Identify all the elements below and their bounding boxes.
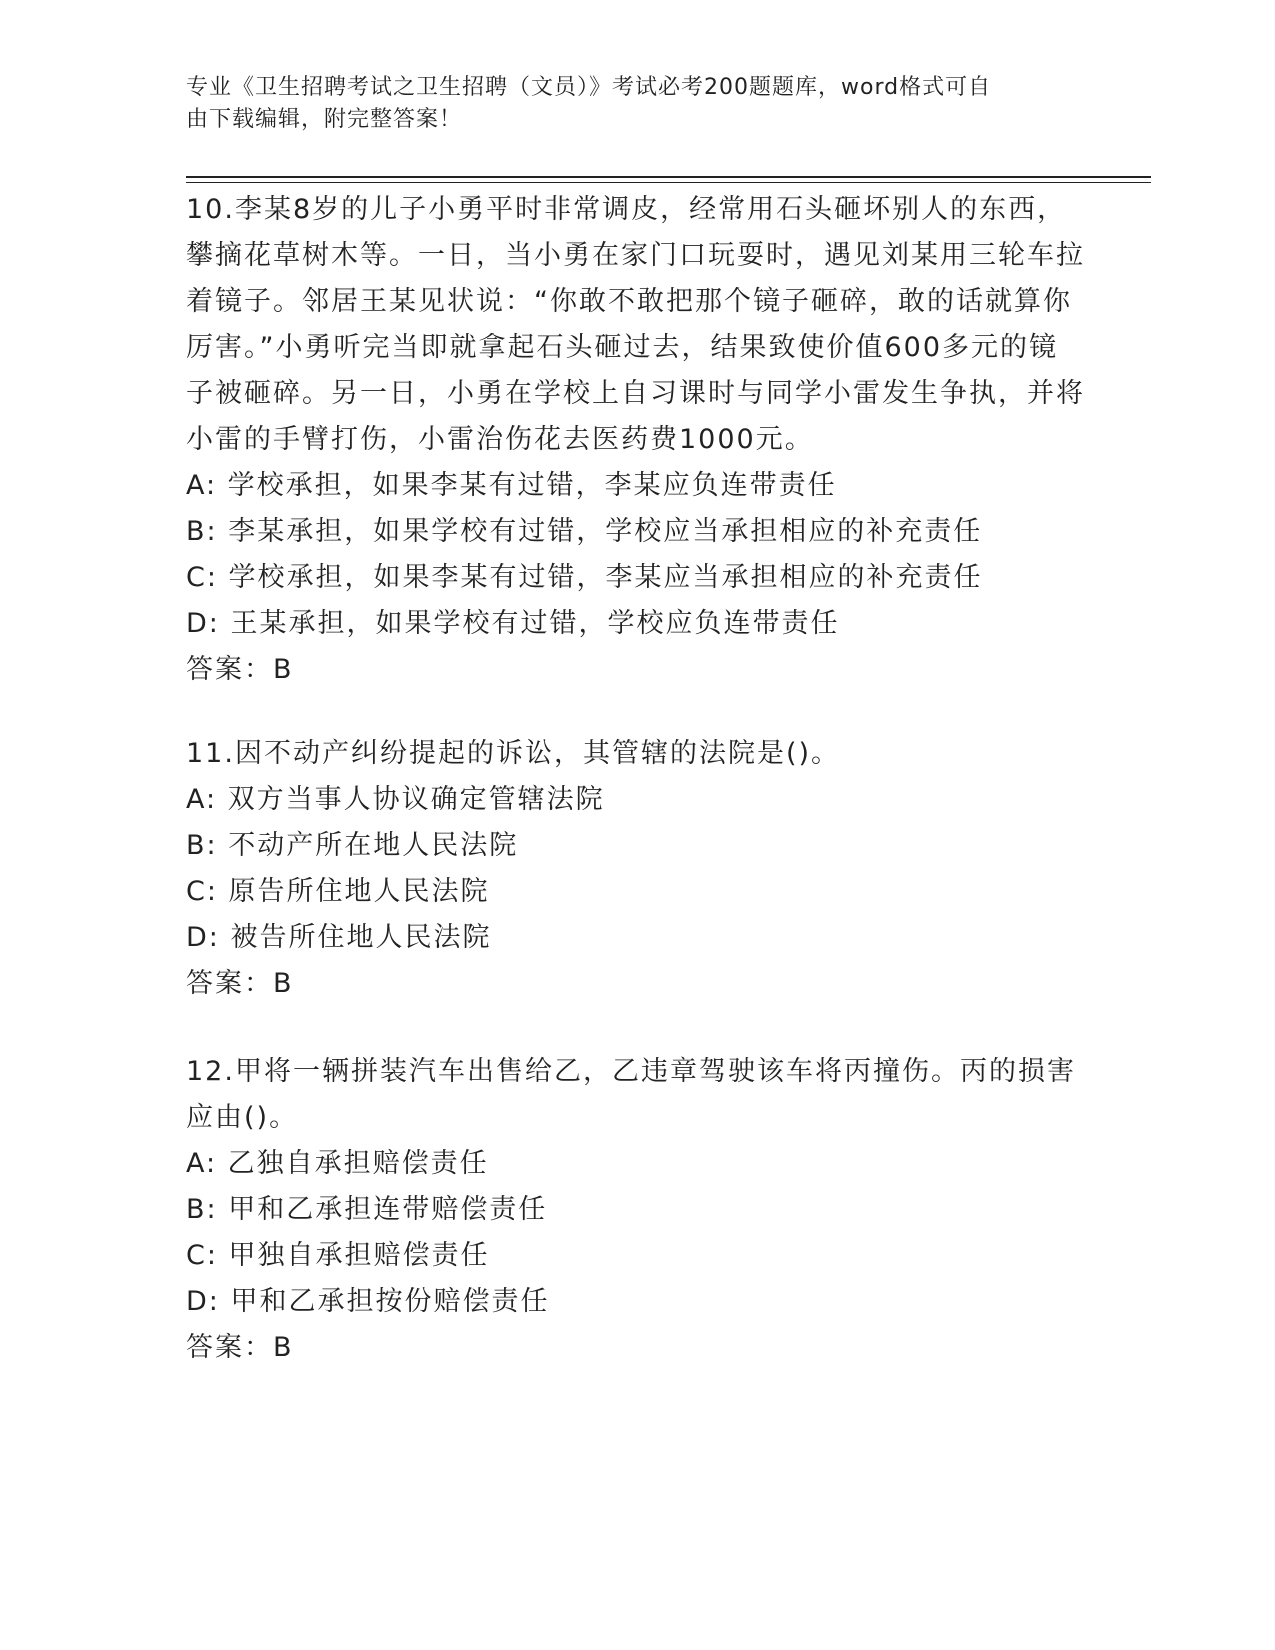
option-b: B: 甲和乙承担连带赔偿责任 xyxy=(186,1194,548,1225)
option-d: D: 王某承担，如果学校有过错，学校应负连带责任 xyxy=(186,608,840,639)
question-stem: 10.李某8岁的儿子小勇平时非常调皮，经常用石头砸坏别人的东西，攀摘花草树木等。一日，当小勇在家门口玩耍时，遇见刘某用三轮车拉着镜子。邻居王某见状说：“你敢不敢把那个镜子砸碎，敢的话就算你厉害。”小勇听完当即就拿起石头砸过去，结果致使价值600多元的镜子被砸碎。另一日，小勇在学校上自习课时与同学小雷发生争执，并将小雷的手臂打伤，小雷治伤花去医药费1000元。 xyxy=(186,194,1085,455)
question-10 xyxy=(186,187,1086,693)
question-11 xyxy=(186,731,1086,1007)
header-line-1: 专业《卫生招聘考试之卫生招聘（文员）》考试必考200题题库，word格式可自 xyxy=(186,75,992,100)
option-c: C: 甲独自承担赔偿责任 xyxy=(186,1240,490,1271)
option-a: A: 学校承担，如果李某有过错，李某应负连带责任 xyxy=(186,470,837,501)
question-stem: 11.因不动产纠纷提起的诉讼，其管辖的法院是()。 xyxy=(186,738,841,769)
header-divider-thin xyxy=(186,182,1151,183)
option-a: A: 乙独自承担赔偿责任 xyxy=(186,1148,489,1179)
question-12 xyxy=(186,1049,1086,1371)
option-c: C: 学校承担，如果李某有过错，李某应当承担相应的补充责任 xyxy=(186,562,983,593)
option-d: D: 甲和乙承担按份赔偿责任 xyxy=(186,1286,550,1317)
option-a: A: 双方当事人协议确定管辖法院 xyxy=(186,784,605,815)
option-b: B: 不动产所在地人民法院 xyxy=(186,830,519,861)
option-b: B: 李某承担，如果学校有过错，学校应当承担相应的补充责任 xyxy=(186,516,983,547)
question-stem: 12.甲将一辆拼装汽车出售给乙，乙违章驾驶该车将丙撞伤。丙的损害应由()。 xyxy=(186,1056,1076,1133)
document-header xyxy=(186,72,1066,136)
answer-line: 答案：B xyxy=(186,654,294,685)
option-c: C: 原告所住地人民法院 xyxy=(186,876,490,907)
header-divider-thick xyxy=(186,176,1151,178)
option-d: D: 被告所住地人民法院 xyxy=(186,922,492,953)
header-line-2: 由下载编辑，附完整答案！ xyxy=(186,107,463,132)
answer-line: 答案：B xyxy=(186,968,294,999)
answer-line: 答案：B xyxy=(186,1332,294,1363)
